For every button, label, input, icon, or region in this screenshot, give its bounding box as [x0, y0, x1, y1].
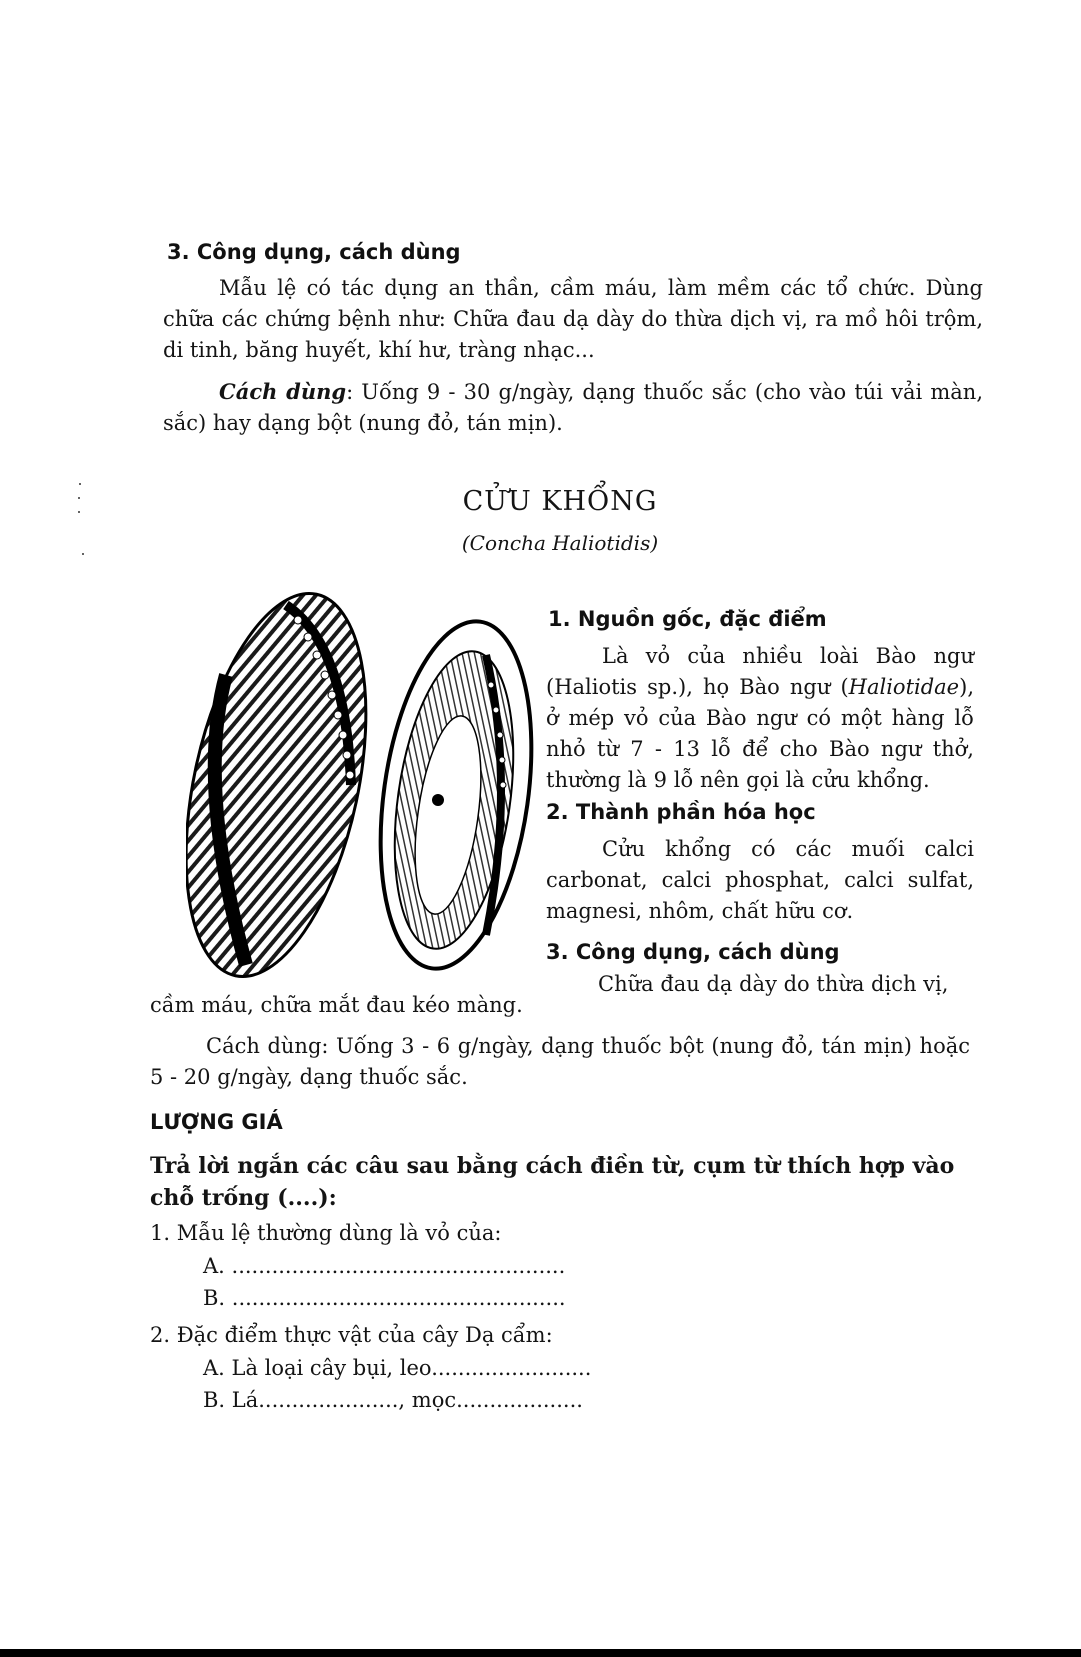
question-2: 2. Đặc điểm thực vật của cây Dạ cẩm: [150, 1323, 553, 1347]
scan-bottom-border [0, 1649, 1081, 1657]
section-heading-uses: 3. Công dụng, cách dùng [546, 940, 840, 964]
dosage-paragraph-top [163, 376, 983, 439]
dosage-paragraph [150, 1031, 970, 1093]
question-2-answer-a[interactable]: A. Là loại cây bụi, leo........................ [203, 1356, 592, 1380]
scan-speck [78, 511, 80, 513]
dosage-text-monograph: Cách dùng: Uống 3 - 6 g/ngày, dạng thuốc bột (nung đỏ, tán mịn) hoặc 5 - 20 g/ngày, dạng thuốc sắc. [150, 1034, 970, 1089]
origin-text: Là vỏ của nhiều loài Bào ngư (Haliotis sp.), họ Bào ngư (Haliotidae), ở mép vỏ của Bào ngư có một hàng lỗ nhỏ từ 7 - 13 lỗ để cho Bào ngư thở, thường là 9 lỗ nên gọi là cửu khổng. [546, 644, 974, 792]
dosage-label: Cách dùng [219, 379, 347, 404]
uses-line-2: cầm máu, chữa mắt đau kéo màng. [150, 993, 523, 1017]
monograph-title: CỬU KHỔNG [462, 486, 658, 517]
question-1: 1. Mẫu lệ thường dùng là vỏ của: [150, 1221, 502, 1245]
uses-line-1: Chữa đau dạ dày do thừa dịch vị, [598, 972, 949, 996]
question-1-answer-a[interactable]: A. .................................................. [203, 1254, 566, 1278]
chemistry-paragraph [546, 834, 974, 927]
section-heading-origin: 1. Nguồn gốc, đặc điểm [548, 607, 827, 631]
shell-exterior [186, 585, 397, 985]
chemistry-text: Cửu khổng có các muối calci carbonat, calci phosphat, calci sulfat, magnesi, nhôm, chất hữu cơ. [546, 837, 974, 923]
abalone-shell-icon [186, 585, 536, 985]
latin-name: (Concha Haliotidis) [461, 531, 659, 555]
scan-speck [79, 483, 81, 485]
section-heading-uses-top: 3. Công dụng, cách dùng [167, 240, 461, 264]
question-2-answer-b[interactable]: B. Lá....................., mọc................... [203, 1388, 583, 1412]
scan-speck [78, 497, 80, 499]
scan-speck [82, 553, 84, 555]
origin-paragraph [546, 641, 974, 796]
review-heading: LƯỢNG GIÁ [150, 1110, 283, 1134]
uses-paragraph-text: Mẫu lệ có tác dụng an thần, cầm máu, làm mềm các tổ chức. Dùng chữa các chứng bệnh như: Chữa đau dạ dày do thừa dịch vị, ra mồ hôi trộm, di tinh, băng huyết, khí hư, tràng nhạc... [163, 276, 983, 362]
review-instruction: Trả lời ngắn các câu sau bằng cách điền từ, cụm từ thích hợp vào chỗ trống (....): [150, 1153, 955, 1211]
uses-paragraph-top [163, 273, 983, 439]
shell-interior [360, 612, 536, 979]
abalone-shell-illustration [186, 585, 536, 985]
section-heading-chemistry: 2. Thành phần hóa học [546, 800, 816, 824]
question-1-answer-b[interactable]: B. .................................................. [203, 1286, 566, 1310]
dosage-text: : Uống 9 - 30 g/ngày, dạng thuốc sắc (cho vào túi vải màn, sắc) hay dạng bột (nung đỏ, tán mịn). [163, 380, 984, 435]
